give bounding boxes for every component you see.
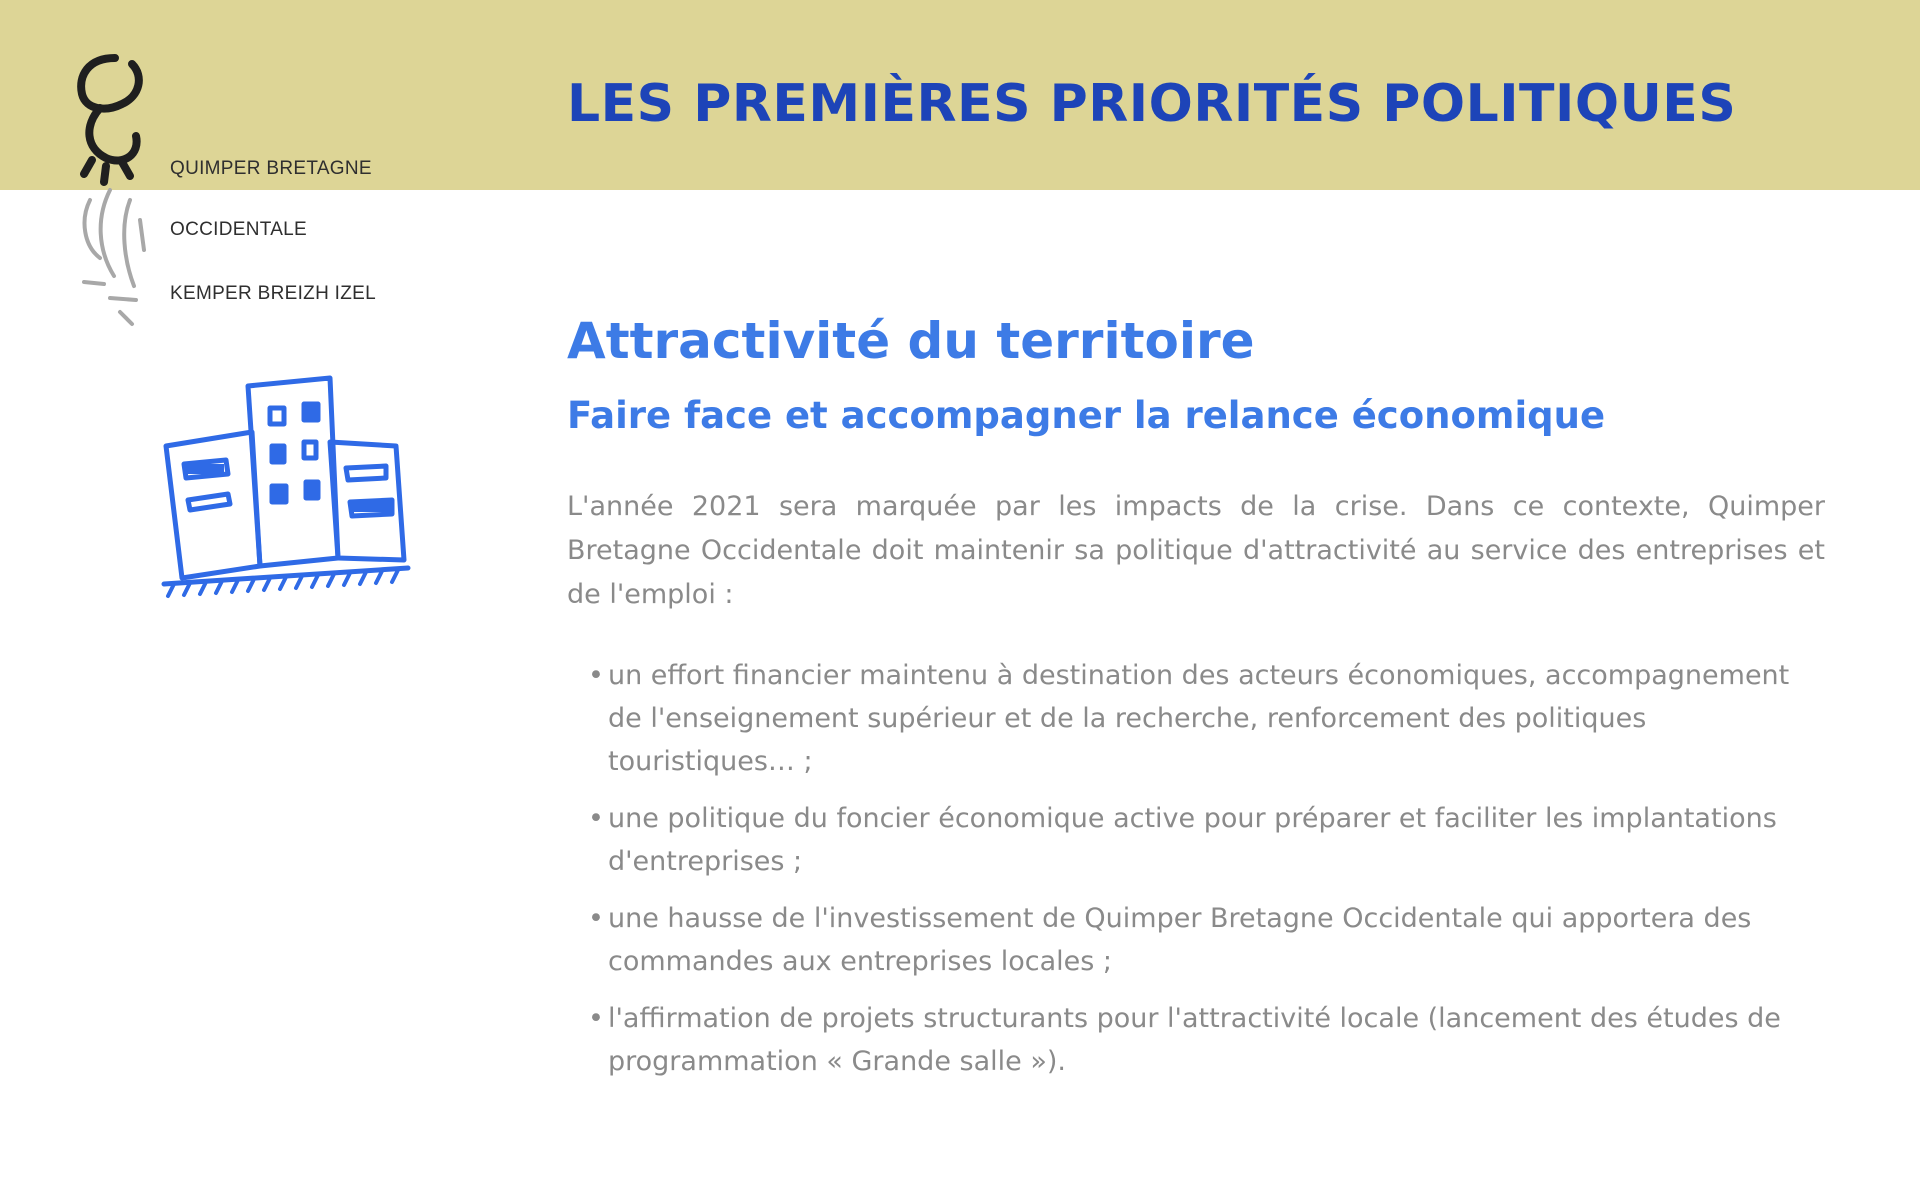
- page-title: LES PREMIÈRES PRIORITÉS POLITIQUES: [567, 74, 1737, 134]
- section-subtitle: Faire face et accompagner la relance économique: [567, 394, 1606, 437]
- logo-text: [170, 158, 376, 304]
- logo-line-3: KEMPER BREIZH IZEL: [170, 282, 376, 304]
- priority-list: [588, 654, 1828, 1097]
- list-item: • une politique du foncier économique active pour préparer et faciliter les implantations d'entreprises ;: [588, 797, 1828, 883]
- qbo-logo-icon: [70, 50, 160, 330]
- logo-line-2: OCCIDENTALE: [170, 219, 308, 241]
- buildings-icon: [160, 370, 460, 600]
- logo: [70, 50, 400, 330]
- intro-paragraph: L'année 2021 sera marquée par les impacts de la crise. Dans ce contexte, Quimper Bretagne Occidentale doit maintenir sa politique d'attractivité au service des entreprises et de l'emploi :: [567, 491, 1825, 610]
- list-item: • une hausse de l'investissement de Quimper Bretagne Occidentale qui apportera des commandes aux entreprises locales ;: [588, 897, 1828, 983]
- logo-line-1: QUIMPER BRETAGNE: [170, 158, 372, 179]
- list-item: • l'affirmation de projets structurants pour l'attractivité locale (lancement des études de programmation « Grande salle »).: [588, 997, 1828, 1083]
- section-title: Attractivité du territoire: [567, 312, 1255, 370]
- list-item: • un effort financier maintenu à destination des acteurs économiques, accompagnement de l'enseignement supérieur et de la recherche, renforcement des politiques touristiques… ;: [588, 654, 1828, 783]
